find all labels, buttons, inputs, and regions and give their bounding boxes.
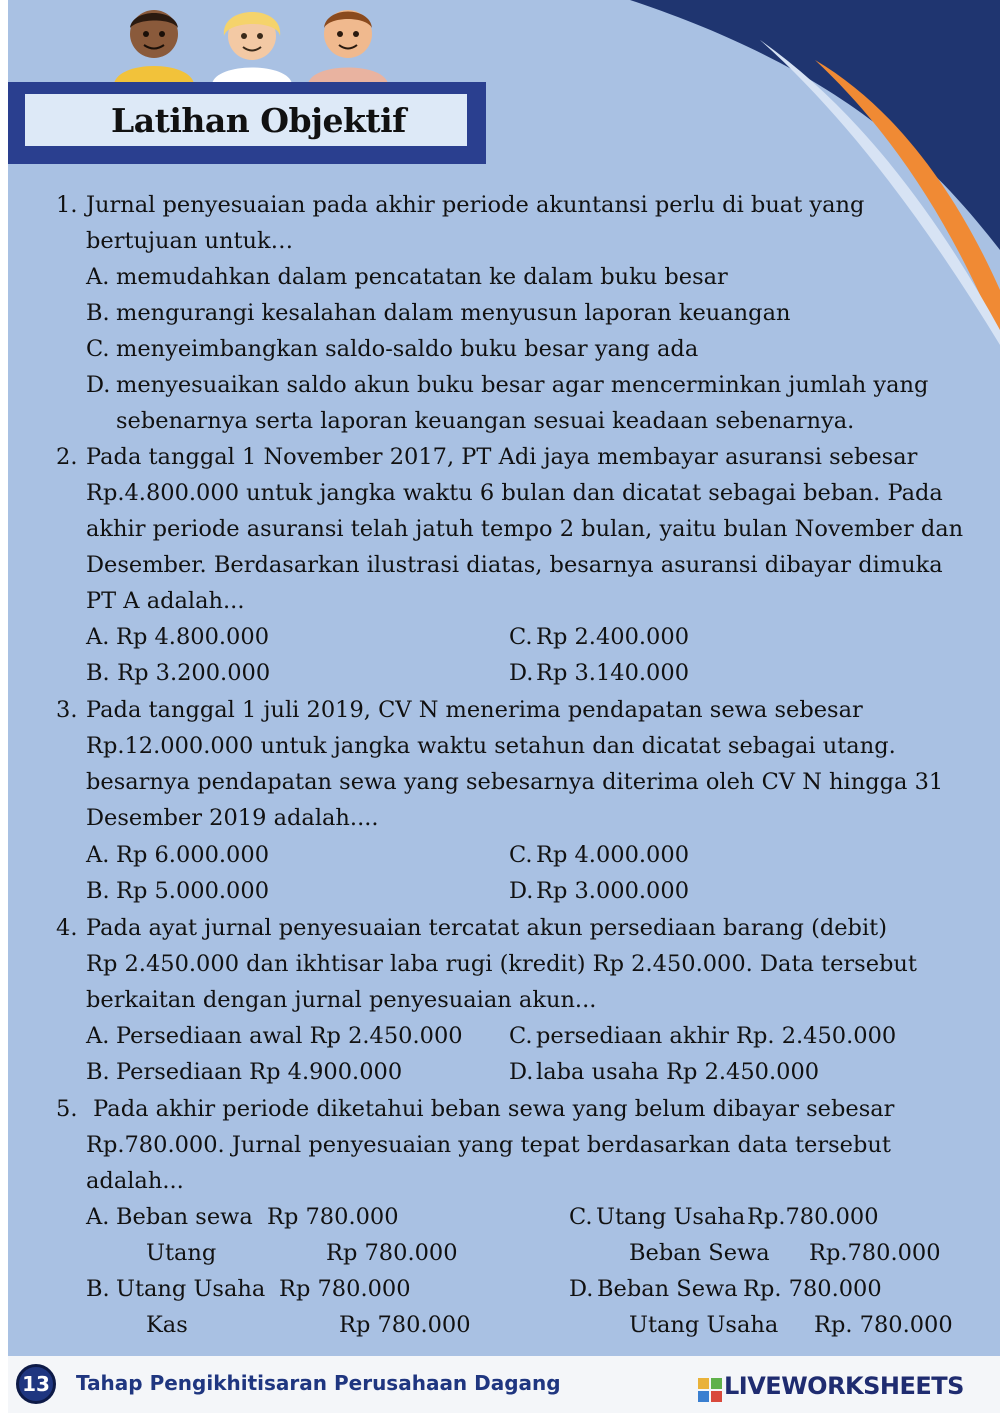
option-label: B. bbox=[86, 300, 110, 326]
question-text-line: bertujuan untuk… bbox=[86, 228, 294, 254]
liveworksheets-logo-icon bbox=[698, 1378, 722, 1402]
journal-credit-amount: Rp 780.000 bbox=[339, 1312, 471, 1338]
journal-debit-amount: Rp. 780.000 bbox=[743, 1276, 882, 1302]
question-text-line: Rp 2.450.000 dan ikhtisar laba rugi (kredit) Rp 2.450.000. Data tersebut bbox=[86, 951, 917, 977]
journal-credit-account: Kas bbox=[146, 1312, 188, 1338]
question-text-line: akhir periode asuransi telah jatuh tempo 2 bulan, yaitu bulan November dan bbox=[86, 516, 964, 542]
option-label: A. bbox=[86, 1204, 110, 1230]
journal-debit-amount: Rp.780.000 bbox=[747, 1204, 879, 1230]
option-label: A. bbox=[86, 842, 110, 868]
option-text: memudahkan dalam pencatatan ke dalam buku besar bbox=[116, 264, 728, 290]
option-label: C. bbox=[509, 624, 533, 650]
option-text: Rp 3.000.000 bbox=[536, 878, 690, 904]
question-number: 1. bbox=[56, 192, 78, 218]
option-label: D. bbox=[509, 660, 534, 686]
question-number: 4. bbox=[56, 915, 78, 941]
journal-credit-amount: Rp 780.000 bbox=[326, 1240, 458, 1266]
option-label: C. bbox=[509, 1023, 533, 1049]
journal-credit-account: Utang Usaha bbox=[629, 1312, 779, 1338]
journal-credit-account: Beban Sewa bbox=[629, 1240, 770, 1266]
option-label: B. bbox=[86, 1276, 110, 1302]
option-label: D. bbox=[86, 372, 111, 398]
journal-credit-amount: Rp.780.000 bbox=[809, 1240, 941, 1266]
option-label: A. bbox=[86, 1023, 110, 1049]
option-text: Rp 3.140.000 bbox=[536, 660, 690, 686]
question-text-line: Rp.4.800.000 untuk jangka waktu 6 bulan dan dicatat sebagai beban. Pada bbox=[86, 480, 943, 506]
question-text-line: adalah... bbox=[86, 1168, 184, 1194]
option-label: C. bbox=[569, 1204, 593, 1230]
liveworksheets-brand[interactable]: LIVEWORKSHEETS bbox=[724, 1372, 964, 1400]
option-text: persediaan akhir Rp. 2.450.000 bbox=[536, 1023, 897, 1049]
question-text-line: Pada tanggal 1 juli 2019, CV N menerima pendapatan sewa sebesar bbox=[86, 697, 863, 723]
journal-debit-amount: Rp 780.000 bbox=[279, 1276, 411, 1302]
page-number: 13 bbox=[22, 1372, 50, 1396]
question-number: 2. bbox=[56, 444, 78, 470]
option-text: menyesuaikan saldo akun buku besar agar mencerminkan jumlah yang bbox=[116, 372, 929, 398]
journal-debit-account: Beban sewa bbox=[116, 1204, 253, 1230]
option-text: Rp 2.400.000 bbox=[536, 624, 690, 650]
option-text: mengurangi kesalahan dalam menyusun laporan keuangan bbox=[116, 300, 791, 326]
option-label: A. bbox=[86, 264, 110, 290]
option-text: Rp 5.000.000 bbox=[116, 878, 270, 904]
question-number: 3. bbox=[56, 697, 78, 723]
question-text-line: berkaitan dengan jurnal penyesuaian akun... bbox=[86, 987, 597, 1013]
question-number: 5. bbox=[56, 1096, 78, 1122]
child-middle-icon bbox=[212, 12, 292, 84]
question-text-line: Rp.12.000.000 untuk jangka waktu setahun dan dicatat sebagai utang. bbox=[86, 733, 896, 759]
question-text-line: Pada akhir periode diketahui beban sewa yang belum dibayar sebesar bbox=[86, 1096, 895, 1122]
question-text-line: besarnya pendapatan sewa yang sebesarnya diterima oleh CV N hingga 31 bbox=[86, 769, 944, 795]
option-text: Persediaan awal Rp 2.450.000 bbox=[116, 1023, 463, 1049]
question-text-line: PT A adalah... bbox=[86, 588, 245, 614]
title-banner bbox=[8, 82, 486, 164]
page-title: Latihan Objektif bbox=[111, 100, 406, 140]
option-text: Rp 6.000.000 bbox=[116, 842, 270, 868]
option-label: A. bbox=[86, 624, 110, 650]
option-text: laba usaha Rp 2.450.000 bbox=[536, 1059, 820, 1085]
option-label: B. bbox=[86, 660, 110, 686]
option-label: C. bbox=[86, 336, 110, 362]
question-text-line: Pada ayat jurnal penyesuaian tercatat akun persediaan barang (debit) bbox=[86, 915, 887, 941]
page-number-badge bbox=[16, 1364, 56, 1404]
child-left-icon bbox=[114, 10, 194, 84]
children-illustration bbox=[112, 2, 392, 84]
question-text-line: Desember 2019 adalah.... bbox=[86, 805, 379, 831]
option-label: D. bbox=[509, 1059, 534, 1085]
title-banner-inner bbox=[22, 91, 470, 149]
journal-credit-amount: Rp. 780.000 bbox=[814, 1312, 953, 1338]
journal-debit-account: Utang Usaha bbox=[116, 1276, 266, 1302]
question-text-line: Rp.780.000. Jurnal penyesuaian yang tepat berdasarkan data tersebut bbox=[86, 1132, 891, 1158]
question-text-line: Jurnal penyesuaian pada akhir periode akuntansi perlu di buat yang bbox=[86, 192, 865, 218]
option-label: B. bbox=[86, 878, 110, 904]
option-text: sebenarnya serta laporan keuangan sesuai keadaan sebenarnya. bbox=[116, 408, 855, 434]
option-label: B. bbox=[86, 1059, 110, 1085]
option-label: D. bbox=[569, 1276, 594, 1302]
option-label: C. bbox=[509, 842, 533, 868]
journal-debit-amount: Rp 780.000 bbox=[267, 1204, 399, 1230]
question-text-line: Pada tanggal 1 November 2017, PT Adi jaya membayar asuransi sebesar bbox=[86, 444, 918, 470]
option-text: Rp 3.200.000 bbox=[110, 660, 271, 686]
journal-credit-account: Utang bbox=[146, 1240, 217, 1266]
question-text-line: Desember. Berdasarkan ilustrasi diatas, besarnya asuransi dibayar dimuka bbox=[86, 552, 943, 578]
journal-debit-account: Beban Sewa bbox=[597, 1276, 738, 1302]
option-text: Rp 4.000.000 bbox=[536, 842, 690, 868]
footer-title: Tahap Pengikhitisaran Perusahaan Dagang bbox=[76, 1371, 561, 1395]
option-label: D. bbox=[509, 878, 534, 904]
option-text: menyeimbangkan saldo-saldo buku besar yang ada bbox=[116, 336, 699, 362]
option-text: Persediaan Rp 4.900.000 bbox=[116, 1059, 403, 1085]
option-text: Rp 4.800.000 bbox=[116, 624, 270, 650]
child-right-icon bbox=[308, 10, 388, 84]
journal-debit-account: Utang Usaha bbox=[596, 1204, 746, 1230]
